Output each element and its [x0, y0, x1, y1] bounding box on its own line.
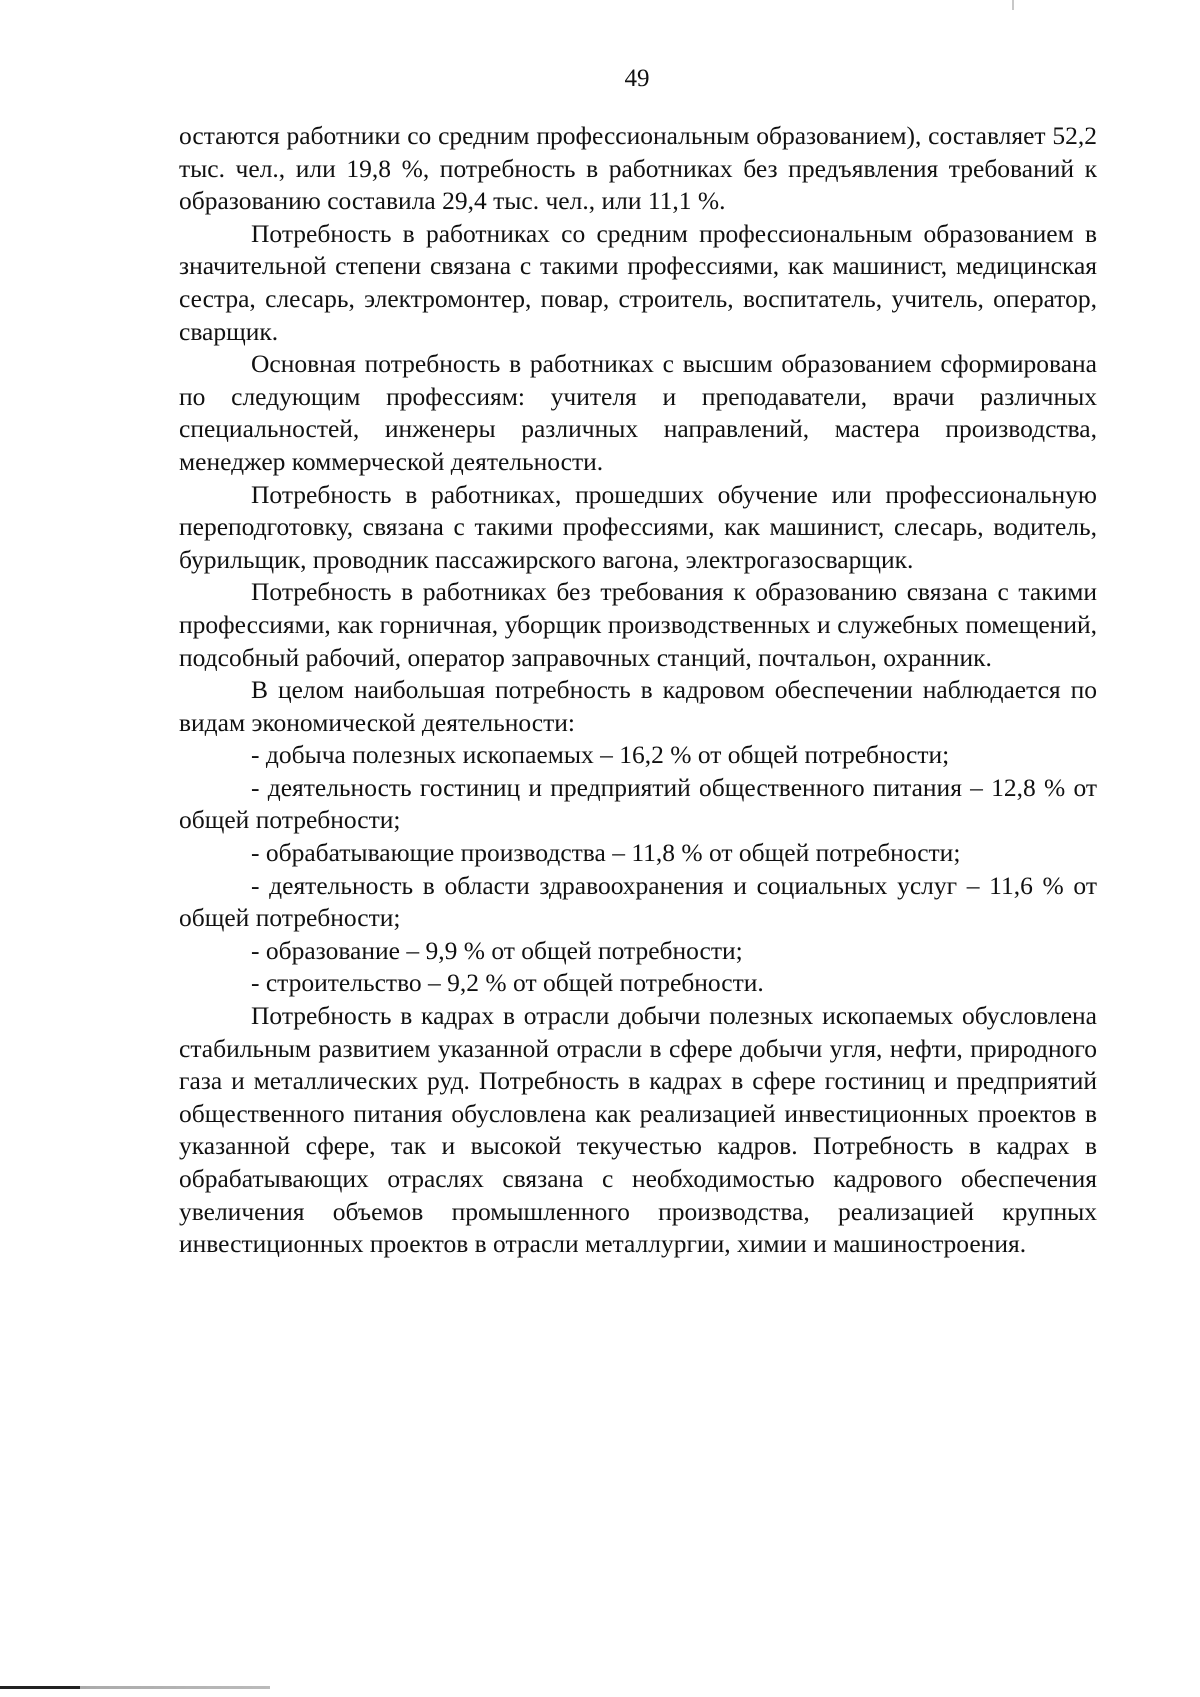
paragraph-economic-activities: В целом наибольшая потребность в кадровом обеспечении наблюдается по видам экономической деятельности: — [179, 675, 1097, 737]
page-number: 49 — [624, 65, 650, 92]
scan-mark — [1012, 0, 1014, 10]
paragraph-no-requirements: Потребность в работниках без требования к образованию связана с такими профессиями, как горничная, уборщик производственных и служебных помещений, подсобный рабочий, оператор заправочных станций, почтальон, охранник. — [179, 577, 1097, 672]
paragraph-secondary-education: Потребность в работниках со средним профессиональным образованием в значительной степени связана с такими профессиями, как машинист, медицинская сестра, слесарь, электромонтер, повар, строитель, воспитатель, учитель, оператор, сварщик. — [179, 218, 1097, 346]
document-body — [179, 120, 1097, 1261]
list-item-mining: - добыча полезных ископаемых – 16,2 % от общей потребности; — [251, 740, 950, 770]
list-item-manufacturing: - обрабатывающие производства – 11,8 % от общей потребности; — [251, 838, 961, 868]
scan-edge — [0, 1686, 270, 1689]
list-item-hotels: - деятельность гостиниц и предприятий общественного питания – 12,8 % от общей потребности; — [179, 772, 1097, 835]
list-item-construction: - строительство – 9,2 % от общей потребности. — [251, 968, 764, 998]
list-item-education: - образование – 9,9 % от общей потребности; — [251, 935, 743, 965]
paragraph-industry-needs: Потребность в кадрах в отрасли добычи полезных ископаемых обусловлена стабильным развитием указанной отрасли в сфере добычи угля, нефти, природного газа и металлических руд. Потребность в кадрах в сфере гостиниц и предприятий общественного питания обусловлена как реализацией инвестиционных проектов в указанной сфере, так и высокой текучестью кадров. Потребность в кадрах в обрабатывающих отраслях связана с необходимостью кадрового обеспечения увеличения объемов промышленного производства, реализацией крупных инвестиционных проектов в отрасли металлургии, химии и машиностроения. — [179, 1001, 1097, 1259]
list-item-healthcare: - деятельность в области здравоохранения и социальных услуг – 11,6 % от общей потребности; — [179, 870, 1097, 933]
paragraph-higher-education: Основная потребность в работниках с высшим образованием сформирована по следующим профессиям: учителя и преподаватели, врачи различных специальностей, инженеры различных направлений, мастера производства, менеджер коммерческой деятельности. — [179, 349, 1097, 476]
paragraph-retraining: Потребность в работниках, прошедших обучение или профессиональную переподготовку, связана с такими профессиями, как машинист, слесарь, водитель, бурильщик, проводник пассажирского вагона, электрогазосварщик. — [179, 479, 1097, 574]
paragraph-continuation: остаются работники со средним профессиональным образованием), составляет 52,2 тыс. чел., или 19,8 %, потребность в работниках без предъявления требований к образованию составила 29,4 тыс. чел., или 11,1 %. — [179, 121, 1097, 216]
